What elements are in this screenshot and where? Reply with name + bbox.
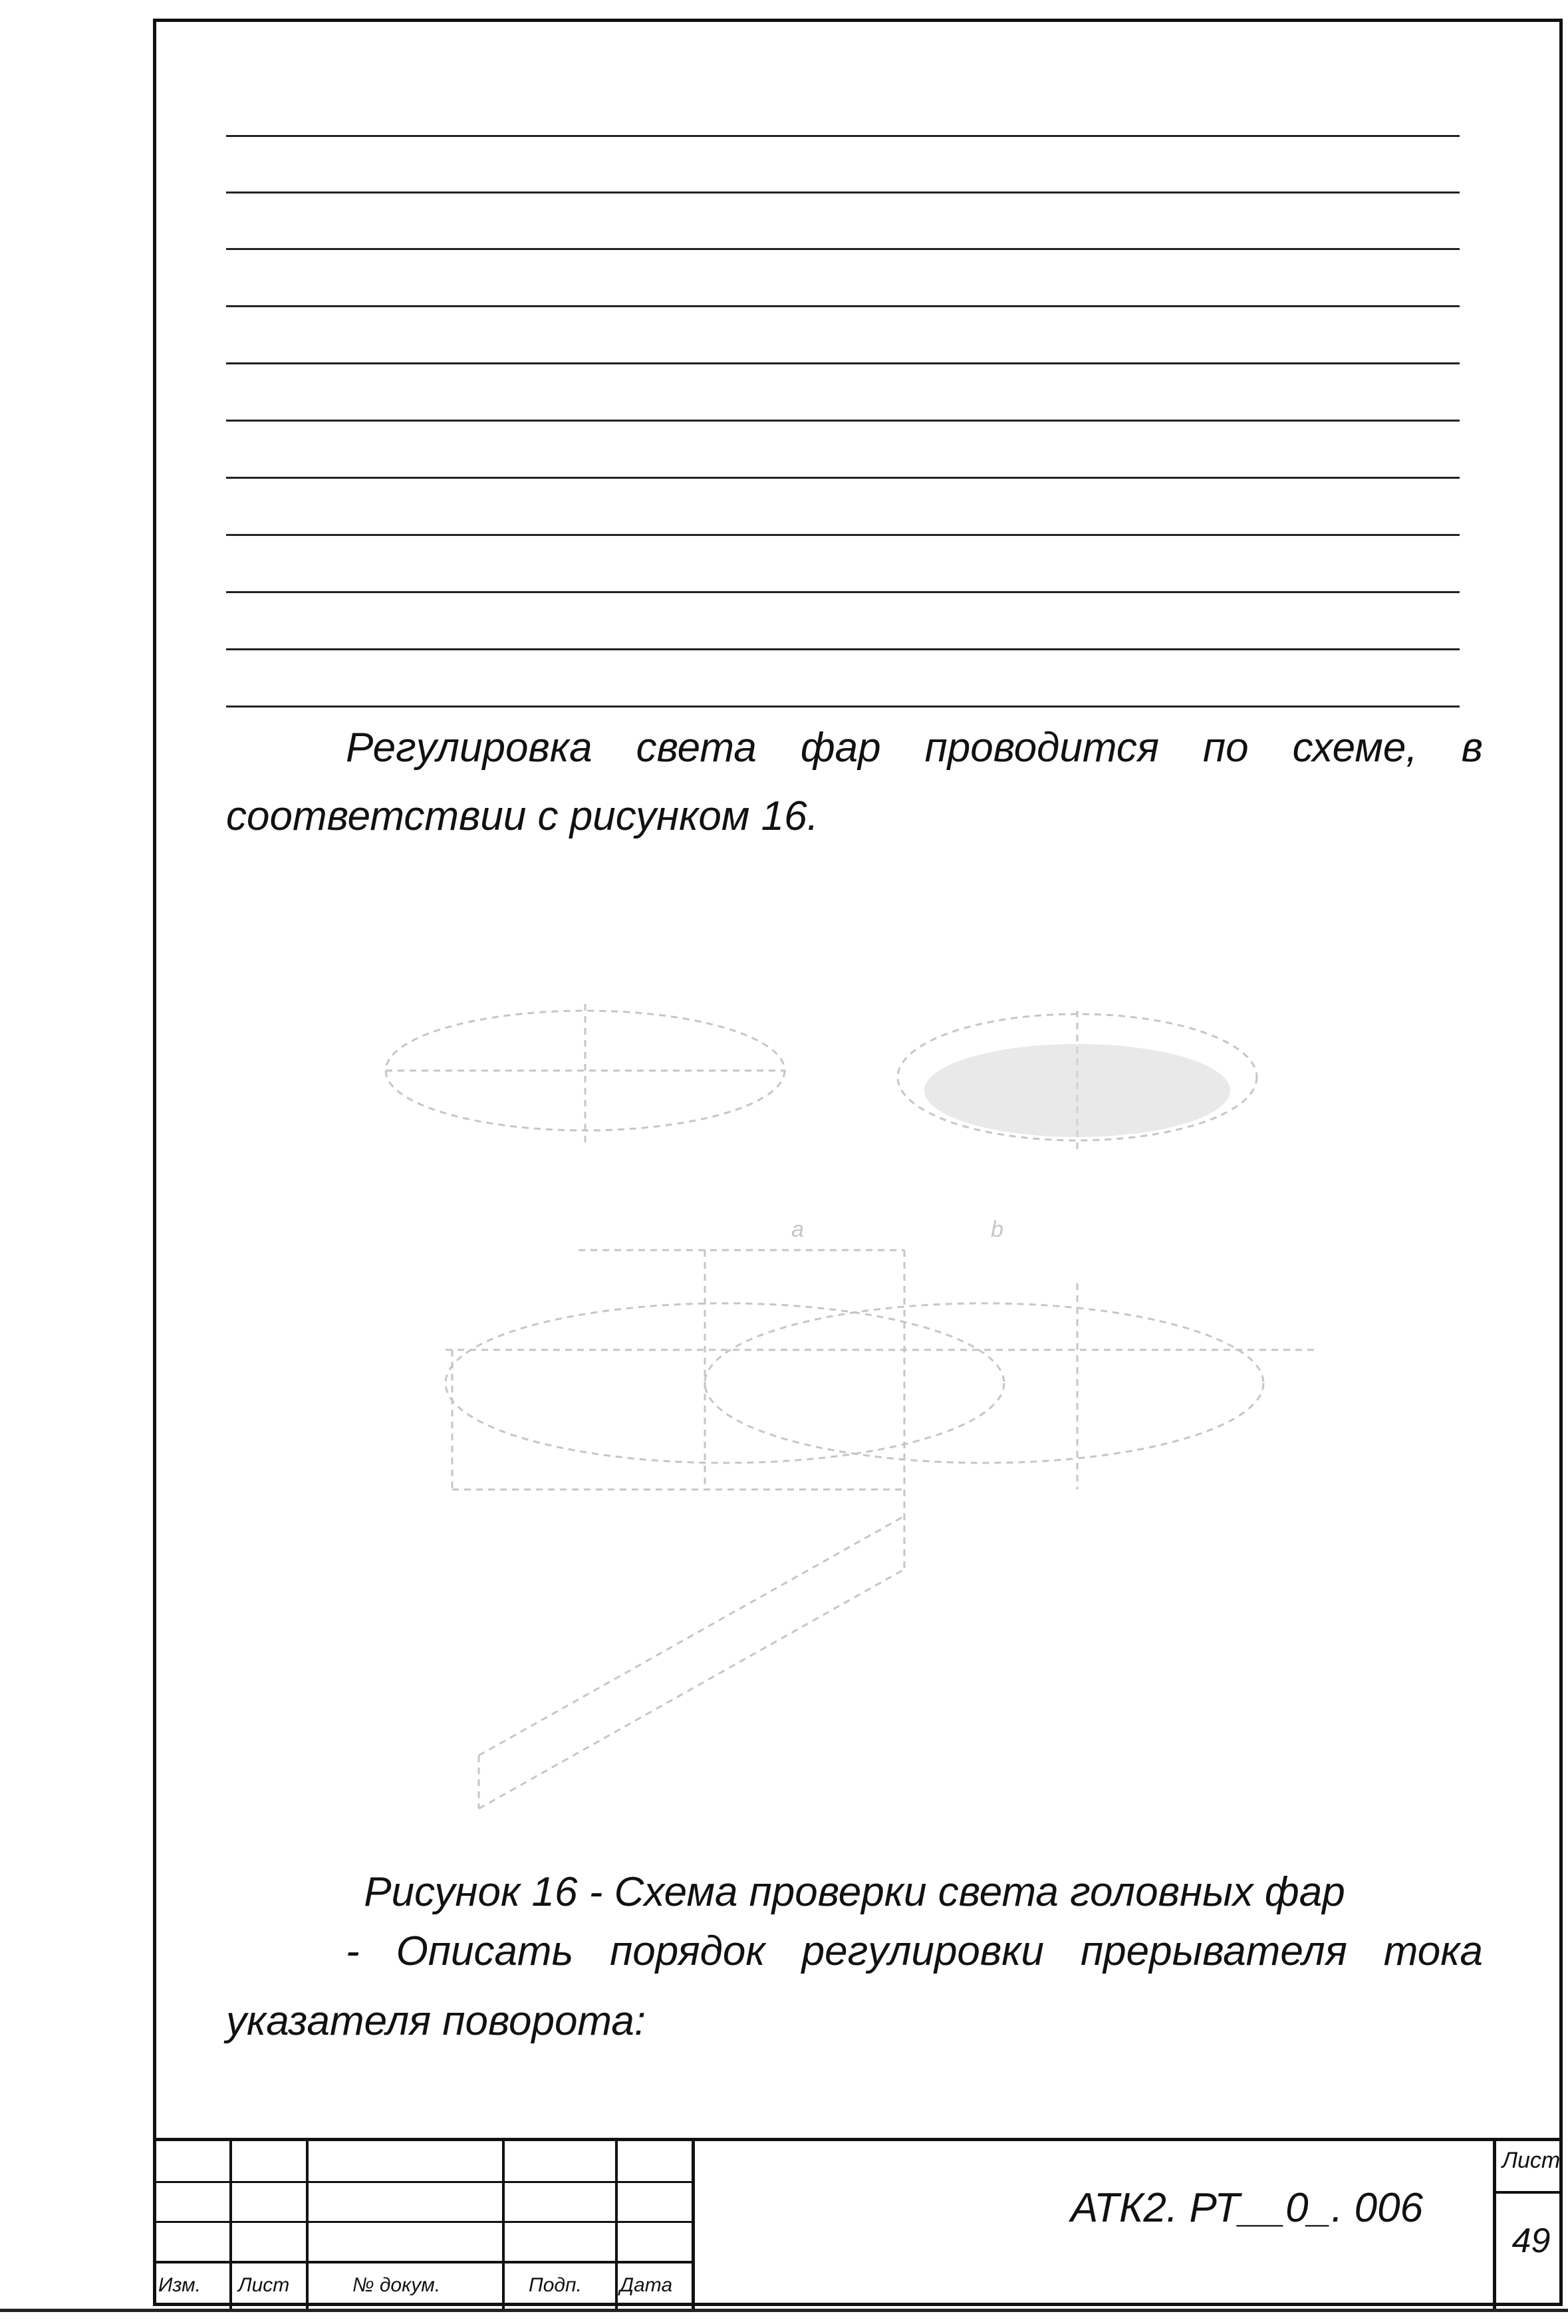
paragraph-headlight-intro-cont: соответствии с рисунком 16. xyxy=(226,793,819,839)
writing-line xyxy=(226,135,1460,137)
writing-line xyxy=(226,192,1460,194)
figure-label-a: a xyxy=(791,1217,804,1242)
title-block-rule xyxy=(615,2141,618,2309)
task-instruction-cont: указателя поворота: xyxy=(226,1998,646,2044)
title-block-rule xyxy=(153,2181,692,2183)
document-code: АТК2. РТ__0_. 006 xyxy=(1070,2185,1424,2231)
sheet-number: 49 xyxy=(1511,2222,1551,2260)
col-sign-label: Подп. xyxy=(529,2274,582,2296)
figure-caption: Рисунок 16 - Схема проверки света головных фар xyxy=(364,1869,1345,1915)
title-block-rule xyxy=(229,2141,232,2309)
writing-line xyxy=(226,706,1460,708)
writing-line xyxy=(226,420,1460,422)
col-list-label: Лист xyxy=(238,2274,290,2296)
writing-line xyxy=(226,477,1460,479)
col-doc-label: № докум. xyxy=(352,2274,441,2296)
title-block-rule xyxy=(692,2141,695,2309)
title-block-rule xyxy=(502,2141,505,2309)
col-izm-label: Изм. xyxy=(158,2274,201,2296)
headlight-check-diagram xyxy=(372,951,1350,1829)
writing-line xyxy=(226,648,1460,650)
figure-label-b: b xyxy=(991,1217,1003,1242)
title-block-rule xyxy=(306,2141,309,2309)
writing-line xyxy=(226,248,1460,250)
page-bottom-edge xyxy=(0,2309,1568,2312)
col-date-label: Дата xyxy=(620,2274,673,2296)
title-block-rule xyxy=(153,2261,692,2263)
writing-line xyxy=(226,591,1460,593)
writing-line xyxy=(226,534,1460,536)
paragraph-headlight-intro: Регулировка света фар проводится по схеме, в xyxy=(346,725,1483,771)
title-block xyxy=(153,2138,1563,2306)
writing-line xyxy=(226,305,1460,307)
title-block-rule xyxy=(153,2221,692,2223)
task-instruction: - Описать порядок регулировки прерывателя тока xyxy=(346,1928,1483,1974)
writing-line xyxy=(226,362,1460,364)
sheet-label: Лист xyxy=(1502,2148,1561,2173)
